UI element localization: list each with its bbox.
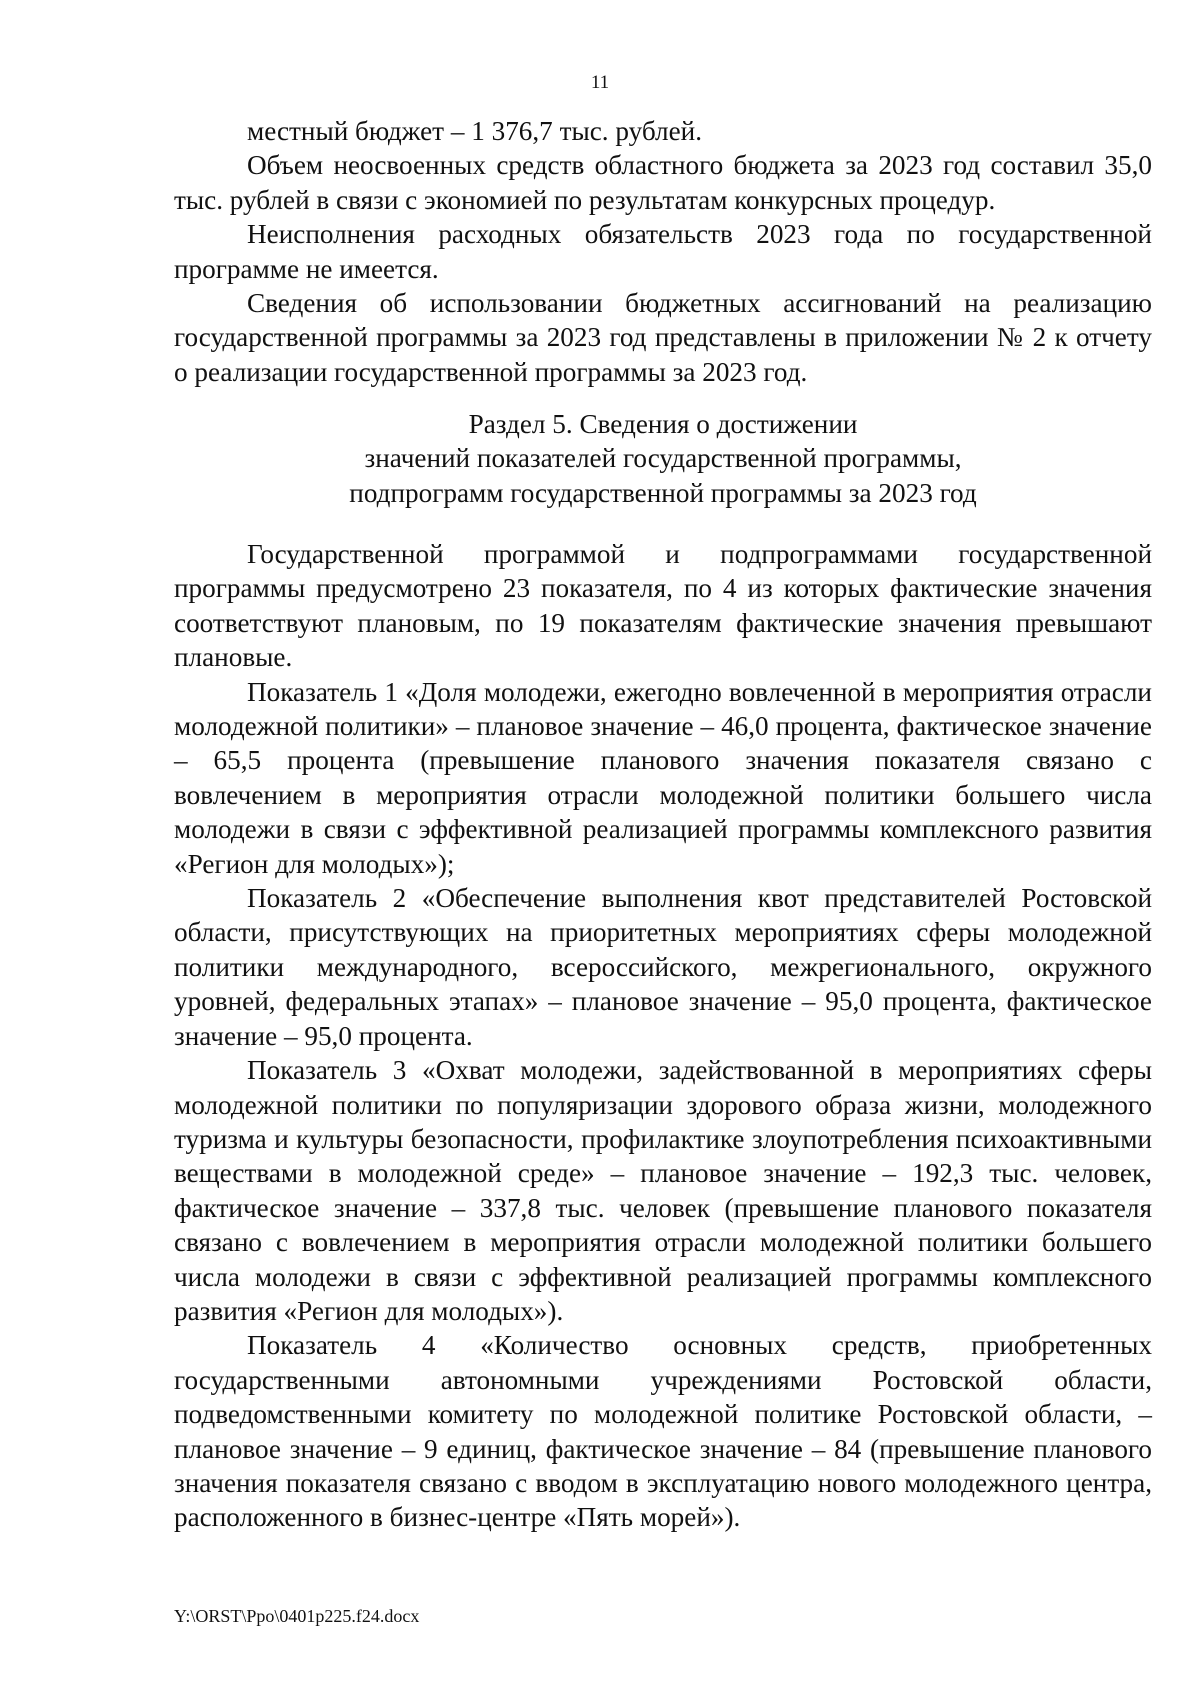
budget-paragraphs [174,114,1152,389]
paragraph-obligations: Неисполнения расходных обязательств 2023 года по государственной программе не имеется. [174,219,1152,284]
indicator-paragraphs [174,537,1152,1535]
paragraph-indicator-2: Показатель 2 «Обеспечение выполнения квот представителей Ростовской области, присутствующих на приоритетных мероприятиях сферы молодежной политики международного, всероссийского, межрегионального, окружного уровней, федеральных этапах» – плановое значение – 95,0 процента, фактическое значение – 95,0 процента. [174,883,1152,1051]
paragraph-indicator-4: Показатель 4 «Количество основных средств, приобретенных государственными автономными учреждениями Ростовской области, подведомственными комитету по молодежной политике Ростовской области, – плановое значение – 9 единиц, фактическое значение – 84 (превышение планового значения показателя связано с вводом в эксплуатацию нового молодежного центра, расположенного в бизнес-центре «Пять морей»). [174,1330,1152,1533]
paragraph-indicator-3: Показатель 3 «Охват молодежи, задействованной в мероприятиях сферы молодежной политики по популяризации здорового образа жизни, молодежного туризма и культуры безопасности, профилактике злоупотребления психоактивными веществами в молодежной среде» – плановое значение – 192,3 тыс. человек, фактическое значение – 337,8 тыс. человек (превышение планового показателя связано с вовлечением в мероприятия отрасли молодежной политики большего числа молодежи в связи с эффективной реализацией программы комплексного развития «Регион для молодых»). [174,1055,1152,1326]
section-heading-line: подпрограмм государственной программы за 2023 год [349,477,977,508]
paragraph-local-budget: местный бюджет – 1 376,7 тыс. рублей. [247,116,702,146]
paragraph-indicators-summary: Государственной программой и подпрограммами государственной программы предусмотрено 23 показателя, по 4 из которых фактические значения соответствуют плановым, по 19 показателям фактические значения превышают плановые. [174,539,1152,673]
paragraph-unspent-funds: Объем неосвоенных средств областного бюджета за 2023 год составил 35,0 тыс. рублей в связи с экономией по результатам конкурсных процедур. [174,150,1152,215]
section-heading-line: значений показателей государственной программы, [364,443,962,474]
section-heading-line: Раздел 5. Сведения о достижении [468,409,858,439]
file-path-footer: Y:\ORST\Ppo\0401p225.f24.docx [174,1606,420,1626]
section-heading [174,407,1152,510]
paragraph-indicator-1: Показатель 1 «Доля молодежи, ежегодно вовлеченной в мероприятия отрасли молодежной политики» – плановое значение – 46,0 процента, фактическое значение – 65,5 процента (превышение планового значения показателя связано с вовлечением в мероприятия отрасли молодежной политики большего числа молодежи в связи с эффективной реализацией программы комплексного развития «Регион для молодых»); [174,676,1152,879]
paragraph-appendix-reference: Сведения об использовании бюджетных ассигнований на реализацию государственной программы за 2023 год представлены в приложении № 2 к отчету о реализации государственной программы за 2023 год. [174,288,1152,387]
page-number: 11 [590,72,610,93]
